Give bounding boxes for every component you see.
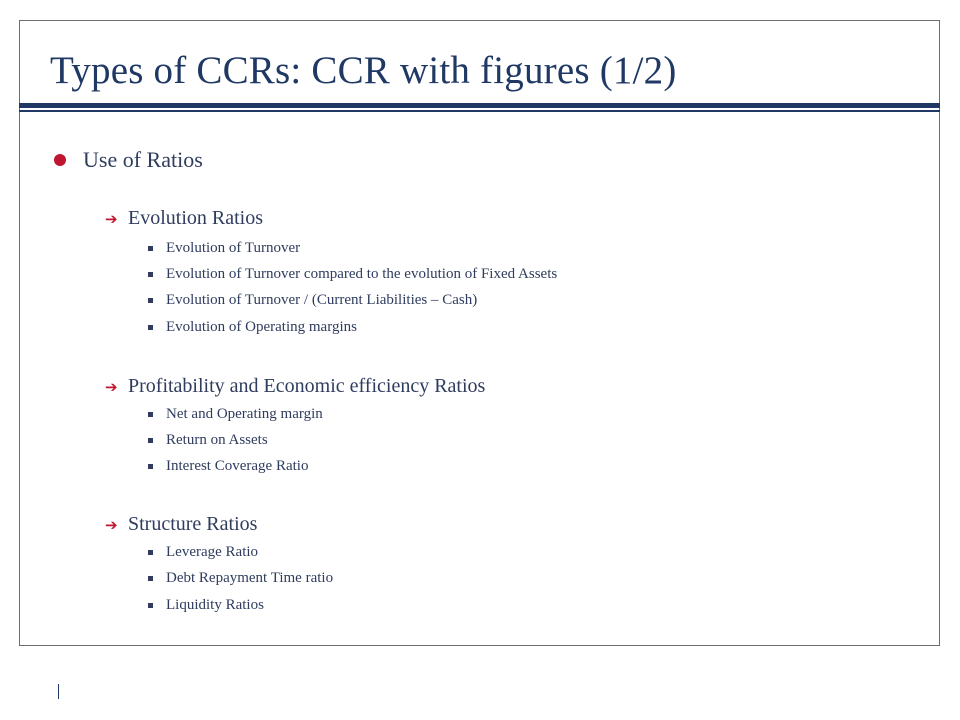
section-heading: Structure Ratios	[128, 513, 258, 535]
list-item: Evolution of Operating margins	[166, 319, 357, 335]
main-bullet-text: Use of Ratios	[83, 147, 203, 172]
section-heading: Evolution Ratios	[128, 207, 263, 229]
square-bullet-icon	[148, 550, 153, 555]
title-underline-thin	[19, 110, 940, 112]
list-item: Leverage Ratio	[166, 544, 259, 560]
arrow-right-icon: ➔	[105, 210, 118, 228]
list-item: Evolution of Turnover	[166, 240, 301, 256]
arrow-right-icon: ➔	[105, 516, 118, 534]
list-item: Liquidity Ratios	[166, 597, 264, 613]
square-bullet-icon	[148, 325, 153, 330]
list-item: Debt Repayment Time ratio	[166, 570, 334, 586]
circle-bullet-icon	[54, 154, 66, 166]
footer-divider	[58, 684, 59, 699]
list-item: Evolution of Turnover / (Current Liabilities – Cash)	[166, 292, 478, 308]
square-bullet-icon	[148, 438, 153, 443]
square-bullet-icon	[148, 298, 153, 303]
arrow-right-icon: ➔	[105, 378, 118, 396]
list-item: Evolution of Turnover compared to the evolution of Fixed Assets	[166, 266, 558, 282]
square-bullet-icon	[148, 272, 153, 277]
title-underline-thick	[19, 103, 940, 108]
content-frame	[19, 20, 940, 646]
square-bullet-icon	[148, 576, 153, 581]
list-item: Interest Coverage Ratio	[166, 458, 309, 474]
square-bullet-icon	[148, 603, 153, 608]
square-bullet-icon	[148, 464, 153, 469]
section-heading: Profitability and Economic efficiency Ratios	[128, 375, 486, 397]
square-bullet-icon	[148, 246, 153, 251]
slide-title: Types of CCRs: CCR with figures (1/2)	[50, 49, 677, 92]
list-item: Return on Assets	[166, 432, 268, 448]
list-item: Net and Operating margin	[166, 406, 323, 422]
square-bullet-icon	[148, 412, 153, 417]
